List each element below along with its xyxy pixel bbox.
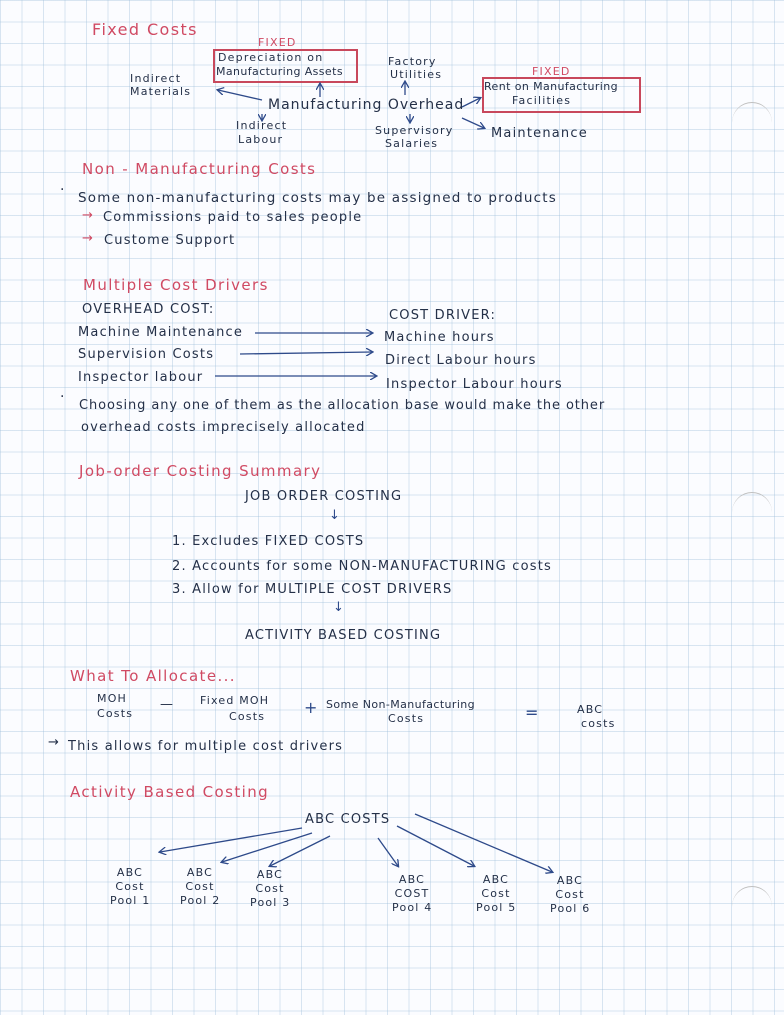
- arrow-glyph: →: [48, 735, 61, 750]
- activity-based-costing-label: ACTIVITY BASED COSTING: [245, 628, 442, 643]
- commissions-item: Commissions paid to sales people: [103, 210, 363, 225]
- abc-costs-root: ABC COSTS: [305, 812, 391, 827]
- arrow-glyph: →: [82, 231, 95, 246]
- factory-utilities-label-2: Utilities: [390, 68, 443, 81]
- bullet-dot: ·: [60, 389, 66, 405]
- abc-cost-pool-4: ABC COST Pool 4: [392, 873, 433, 914]
- arrow-to-maintenance: [462, 118, 484, 128]
- equals-sign: =: [525, 703, 540, 722]
- overhead-cost-row-2: Supervision Costs: [78, 347, 215, 362]
- cost-driver-row-2: Direct Labour hours: [385, 353, 537, 368]
- abc-costs-label-1: ABC: [577, 703, 604, 716]
- cost-driver-column-label: COST DRIVER:: [389, 308, 497, 323]
- supervisory-salaries-label-2: Salaries: [385, 137, 439, 150]
- arrow-pool-5: [397, 826, 474, 866]
- arrow-supervision: [240, 352, 372, 354]
- depreciation-label-2: Manufacturing Assets: [216, 65, 343, 78]
- summary-item-1: 1. Excludes FIXED COSTS: [172, 534, 365, 549]
- indirect-labour-label-1: Indirect: [236, 119, 288, 132]
- down-arrow-glyph: ↓: [333, 600, 346, 615]
- job-order-summary-heading: Job-order Costing Summary: [79, 462, 322, 480]
- cost-driver-row-1: Machine hours: [384, 330, 495, 345]
- abc-cost-pool-3: ABC Cost Pool 3: [250, 868, 291, 909]
- abc-cost-pool-6: ABC Cost Pool 6: [550, 874, 591, 915]
- abc-cost-pool-1: ABC Cost Pool 1: [110, 866, 151, 907]
- arrow-pool-3: [270, 836, 330, 866]
- fixed-label: FIXED: [258, 36, 297, 49]
- minus-sign: —: [160, 697, 175, 712]
- arrow-pool-2: [222, 833, 312, 862]
- arrow-pool-6: [415, 814, 552, 872]
- abc-cost-pool-2: ABC Cost Pool 2: [180, 866, 221, 907]
- arrow-glyph: →: [82, 208, 95, 223]
- some-non-manufacturing-label-2: Costs: [388, 712, 425, 725]
- allocation-note-line-1: Choosing any one of them as the allocation base would make the other: [79, 398, 606, 413]
- depreciation-label-1: Depreciation on: [218, 51, 324, 64]
- factory-utilities-label-1: Factory: [388, 55, 437, 68]
- fixed-moh-label-2: Costs: [229, 710, 266, 723]
- indirect-materials-label-2: Materials: [130, 85, 192, 98]
- what-to-allocate-heading: What To Allocate...: [70, 667, 236, 685]
- overhead-cost-row-3: Inspector labour: [78, 370, 204, 385]
- fixed-moh-label-1: Fixed MOH: [200, 694, 270, 707]
- indirect-materials-label-1: Indirect: [130, 72, 182, 85]
- cost-driver-row-3: Inspector Labour hours: [386, 377, 563, 392]
- supervisory-salaries-label-1: Supervisory: [375, 124, 454, 137]
- summary-item-3: 3. Allow for MULTIPLE COST DRIVERS: [172, 582, 453, 597]
- allocation-note-line-2: overhead costs imprecisely allocated: [81, 420, 366, 435]
- activity-based-costing-heading: Activity Based Costing: [70, 783, 270, 801]
- moh-costs-label-2: Costs: [97, 707, 134, 720]
- arrow-to-indirect-materials: [218, 90, 262, 100]
- plus-sign: +: [304, 698, 319, 717]
- some-non-manufacturing-label-1: Some Non-Manufacturing: [326, 698, 476, 711]
- abc-costs-label-2: costs: [581, 717, 616, 730]
- rent-label-1: Rent on Manufacturing: [484, 80, 618, 93]
- multiple-drivers-note: This allows for multiple cost drivers: [68, 739, 344, 754]
- multiple-cost-drivers-heading: Multiple Cost Drivers: [83, 276, 269, 294]
- fixed-label-2: FIXED: [532, 65, 571, 78]
- arrow-pool-4: [378, 838, 398, 866]
- non-manufacturing-bullet: Some non-manufacturing costs may be assigned to products: [78, 190, 557, 206]
- bullet-dot: ·: [60, 182, 66, 198]
- overhead-cost-row-1: Machine Maintenance: [78, 325, 244, 340]
- manufacturing-overhead-label: Manufacturing Overhead: [268, 97, 465, 113]
- arrow-pool-1: [160, 828, 302, 852]
- indirect-labour-label-2: Labour: [238, 133, 284, 146]
- rent-label-2: Facilities: [512, 94, 572, 107]
- maintenance-label: Maintenance: [491, 126, 588, 141]
- fixed-costs-heading: Fixed Costs: [92, 20, 198, 39]
- down-arrow-glyph: ↓: [329, 508, 342, 523]
- overhead-cost-column-label: OVERHEAD COST:: [82, 302, 215, 317]
- moh-costs-label-1: MOH: [97, 692, 128, 705]
- customer-support-item: Custome Support: [104, 233, 236, 248]
- summary-item-2: 2. Accounts for some NON-MANUFACTURING costs: [172, 559, 553, 574]
- job-order-costing-label: JOB ORDER COSTING: [245, 489, 403, 504]
- arrow-to-rent: [462, 98, 480, 107]
- abc-cost-pool-5: ABC Cost Pool 5: [476, 873, 517, 914]
- non-manufacturing-heading: Non - Manufacturing Costs: [82, 160, 317, 178]
